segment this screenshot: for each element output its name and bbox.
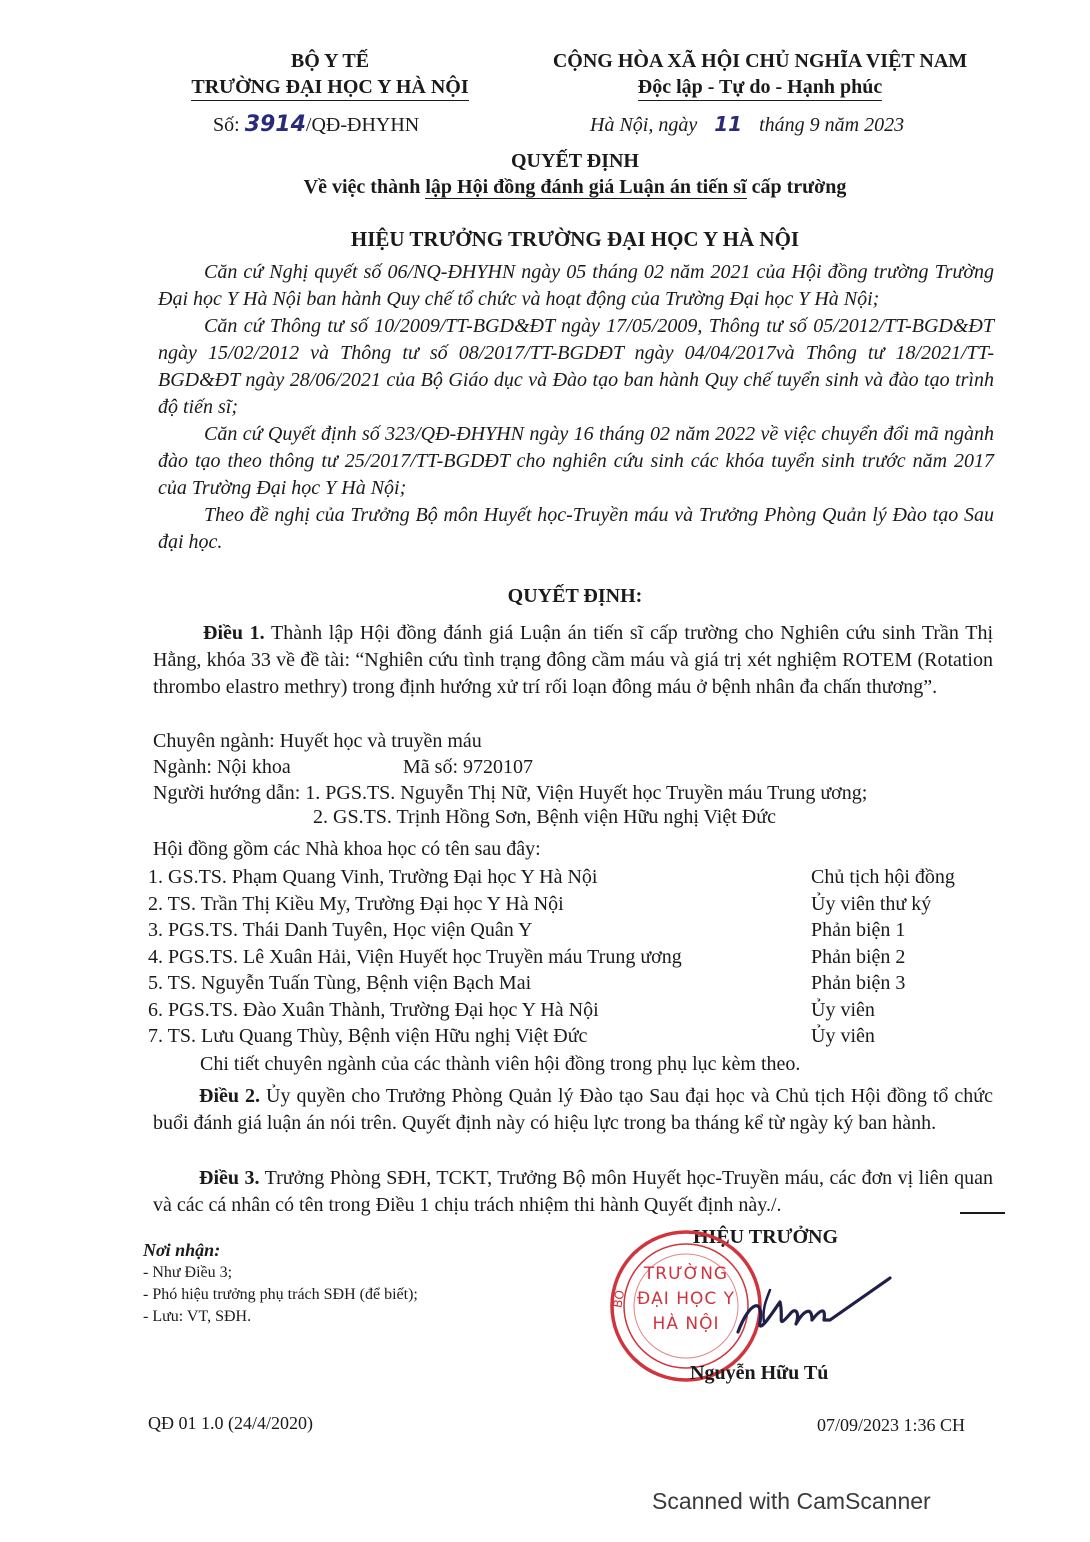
member-row: 2. TS. Trần Thị Kiều My, Trường Đại học Y Hà Nội Ủy viên thư ký	[148, 892, 932, 915]
issuing-authority: HIỆU TRƯỞNG TRƯỜNG ĐẠI HỌC Y HÀ NỘI	[350, 227, 800, 251]
handwritten-signature-icon	[730, 1270, 900, 1360]
recipients	[143, 1238, 418, 1328]
signer-name: Nguyễn Hữu Tú	[690, 1362, 829, 1384]
basis-item: Theo đề nghị của Trưởng Bộ môn Huyết học-Truyền máu và Trưởng Phòng Quản lý Đào tạo Sau đại học.	[158, 504, 994, 553]
recipient-item: - Như Điều 3;	[143, 1264, 233, 1281]
advisors: Người hướng dẫn: 1. PGS.TS. Nguyễn Thị Nữ, Viện Huyết học Truyền máu Trung ương;	[153, 782, 868, 804]
advisor-2: 2. GS.TS. Trịnh Hồng Sơn, Bệnh viện Hữu nghị Việt Đức	[313, 806, 776, 828]
specialty: Chuyên ngành: Huyết học và truyền máu	[153, 730, 482, 752]
basis-item: Căn cứ Thông tư số 10/2009/TT-BGD&ĐT ngày 17/05/2009, Thông tư số 05/2012/TT-BGD&ĐT ngày 15/02/2012 và Thông tư số 08/2017/TT-BGDĐT ngày 04/04/2017và Thông tư 18/2021/TT-BGD&ĐT ngày 28/06/2021 của Bộ Giáo dục và Đào tạo ban hành Quy chế tuyển sinh và đào tạo trình độ tiến sĩ;	[158, 315, 994, 418]
council-intro: Hội đồng gồm các Nhà khoa học có tên sau đây:	[153, 838, 541, 860]
seal-side-text: BỘ	[610, 1289, 628, 1309]
member-row: 4. PGS.TS. Lê Xuân Hải, Viện Huyết học Truyền máu Trung ương Phản biện 2	[148, 945, 906, 968]
basis-item: Căn cứ Nghị quyết số 06/NQ-ĐHYHN ngày 05 tháng 02 năm 2021 của Hội đồng trường Trường Đại học Y Hà Nội ban hành Quy chế tổ chức và hoạt động của Trường Đại học Y Hà Nội;	[158, 261, 994, 310]
field: Ngành: Nội khoa	[153, 756, 291, 778]
member-row: 3. PGS.TS. Thái Danh Tuyên, Học viện Quân Y Phản biện 1	[148, 919, 906, 941]
motto: Độc lập - Tự do - Hạnh phúc	[525, 74, 995, 100]
article-1	[153, 620, 993, 701]
handwritten-day: 11	[714, 112, 743, 136]
seal-text: TRƯỜNG ĐẠI HỌC Y HÀ NỘI	[636, 1264, 736, 1334]
article-2: Điều 2. Ủy quyền cho Trưởng Phòng Quản lý Đào tạo Sau đại học và Chủ tịch Hội đồng tổ chức buổi đánh giá luận án nói trên. Quyết định này có hiệu lực trong ba tháng kể từ ngày ký ban hành.	[153, 1085, 994, 1134]
handwritten-number: 3914	[244, 112, 306, 137]
article-1-text: Điều 1. Thành lập Hội đồng đánh giá Luận án tiến sĩ cấp trường cho Nghiên cứu sinh Trần Thị Hằng, khóa 33 về đề tài: “Nghiên cứu tình trạng đông cầm máu và giá trị xét nghiệm ROTEM (Rotation thrombo elastro methry) trong định hướng xử trí rối loạn đông máu ở bệnh nhân đa chấn thương”.	[153, 622, 994, 698]
document-number: Số: 3914/QĐ-ĐHYHN	[213, 112, 420, 137]
member-row: 7. TS. Lưu Quang Thùy, Bệnh viện Hữu nghị Việt Đức Ủy viên	[148, 1025, 875, 1047]
decision-heading: QUYẾT ĐỊNH:	[507, 585, 643, 607]
scanner-watermark: Scanned with CamScanner	[652, 1488, 931, 1514]
basis-item: Căn cứ Quyết định số 323/QĐ-ĐHYHN ngày 16 tháng 02 năm 2022 về việc chuyển đổi mã ngành đào tạo theo thông tư 25/2017/TT-BGDĐT cho nghiên cứu sinh các khóa tuyển sinh trước năm 2017 của Trường Đại học Y Hà Nội;	[158, 423, 994, 499]
recipient-item: - Phó hiệu trưởng phụ trách SĐH (để biết);	[143, 1286, 418, 1303]
end-stroke	[960, 1212, 1005, 1214]
appendix-note: Chi tiết chuyên ngành của các thành viên hội đồng trong phụ lục kèm theo.	[200, 1053, 801, 1075]
member-row: 6. PGS.TS. Đào Xuân Thành, Trường Đại học Y Hà Nội Ủy viên	[148, 998, 875, 1021]
ministry-name: BỘ Y TẾ	[290, 50, 370, 72]
advisor-1: 1. PGS.TS. Nguyễn Thị Nữ, Viện Huyết học Truyền máu Trung ương;	[305, 782, 868, 804]
legal-bases	[158, 259, 994, 556]
print-timestamp: 07/09/2023 1:36 CH	[817, 1415, 966, 1435]
council-members	[148, 866, 998, 1052]
doc-type-title: QUYẾT ĐỊNH	[511, 150, 639, 172]
article-3: Điều 3. Trưởng Phòng SĐH, TCKT, Trưởng Bộ môn Huyết học-Truyền máu, các đơn vị liên quan và các cá nhân có tên trong Điều 1 chịu trách nhiệm thi hành Quyết định này./.	[153, 1167, 994, 1216]
republic-name: CỘNG HÒA XÃ HỘI CHỦ NGHĨA VIỆT NAM	[552, 50, 968, 72]
form-code: QĐ 01 1.0 (24/4/2020)	[148, 1413, 313, 1433]
field-code: Mã số: 9720107	[403, 756, 533, 778]
recipients-heading: Nơi nhận:	[143, 1240, 221, 1260]
decision-subject: Về việc thành lập Hội đồng đánh giá Luận án tiến sĩ cấp trường	[303, 176, 847, 198]
header-right	[525, 48, 995, 100]
university-name: TRƯỜNG ĐẠI HỌC Y HÀ NỘI	[160, 74, 500, 100]
member-row: 5. TS. Nguyễn Tuấn Tùng, Bệnh viện Bạch Mai Phản biện 3	[148, 972, 906, 994]
member-row: 1. GS.TS. Phạm Quang Vinh, Trường Đại học Y Hà Nội Chủ tịch hội đồng	[148, 866, 955, 888]
document-date: Hà Nội, ngày 11 tháng 9 năm 2023	[590, 112, 905, 136]
header-left	[160, 48, 500, 100]
signer-title: HIỆU TRƯỞNG	[693, 1226, 839, 1248]
recipient-item: - Lưu: VT, SĐH.	[143, 1308, 252, 1325]
